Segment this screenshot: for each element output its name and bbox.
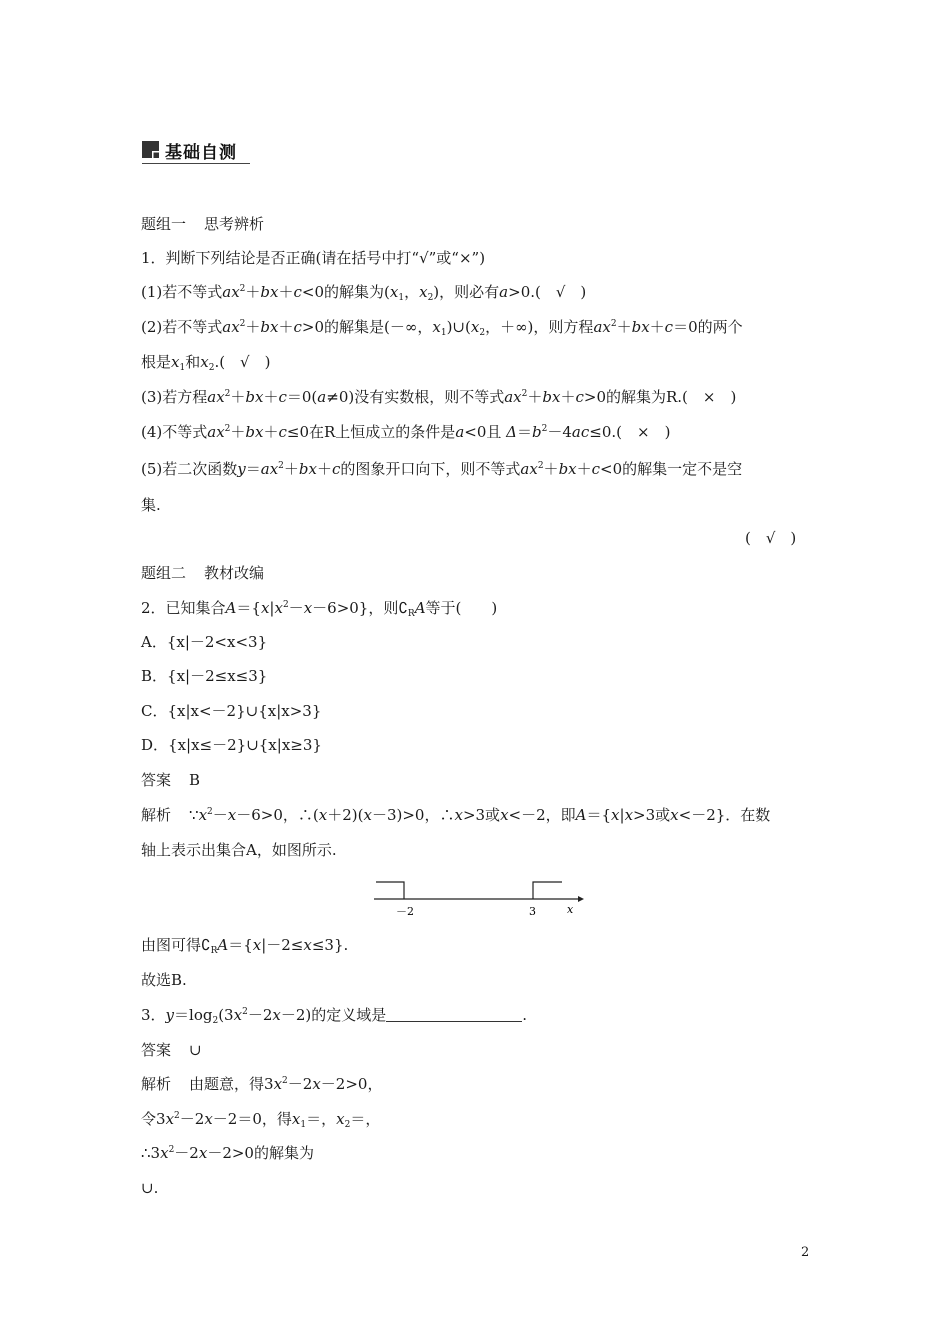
group2-heading: 题组二 教材改编 — [141, 564, 265, 582]
q3-stem: 3．$y=\log_2(3x^2-2x-2)$的定义域是 . — [141, 1006, 528, 1026]
q2-analysis-cont: 轴上表示出集合A，如图所示. — [141, 841, 337, 859]
q3-analysis-line2: 令$3x^2-2x-2=0$，得$x_1=$，$x_2=$， — [141, 1110, 381, 1130]
q1-item2-cont: 根是$x_1$和$x_2$.( √ ) — [141, 353, 271, 373]
q2-option-b: B．{x|－2≤x≤3} — [141, 667, 268, 685]
q3-analysis: 解析 由题意，得$3x^2-2x-2>0$， — [141, 1075, 383, 1093]
q3-answer: 答案 ∪ — [141, 1041, 202, 1059]
q1-item5: (5)若二次函数$y=ax^2+bx+c$的图象开口向下，则不等式$ax^2+bx+c<0$的解集一定不是空 — [141, 460, 743, 478]
group1-heading: 题组一 思考辨析 — [141, 215, 265, 233]
number-line-figure — [370, 872, 590, 922]
tick-label-neg2: －2 — [396, 905, 414, 918]
section-header — [142, 137, 250, 164]
q2-option-c: C．{x|x<－2}∪{x|x>3} — [141, 702, 322, 720]
q1-item5-answer: ( √ ) — [745, 529, 797, 547]
q1-stem: 1．判断下列结论是否正确(请在括号中打“√”或“×”) — [141, 249, 486, 267]
q2-answer: 答案 B — [141, 771, 201, 789]
q2-analysis: 解析 $\because x^2-x-6>0$，∴(x＋2)(x－3)>0，∴x>3或x<－2，即A＝{x|x>3或x<－2}．在数 — [141, 806, 771, 824]
q2-option-d: D．{x|x≤－2}∪{x|x≥3} — [141, 736, 322, 754]
axis-label-x: x — [567, 903, 574, 916]
page-number: 2 — [801, 1245, 810, 1260]
q2-option-a: A．{x|－2<x<3} — [141, 633, 268, 651]
q3-analysis-line4: ∪. — [141, 1179, 159, 1197]
answer-blank[interactable] — [386, 1007, 522, 1022]
q2-final: 故选B. — [141, 971, 187, 989]
q1-item3: (3)若方程$ax^2+bx+c=0(a\ne 0)$没有实数根，则不等式$ax^2+bx+c>0$的解集为R.( × ) — [141, 388, 737, 406]
q1-item4: (4)不等式$ax^2+bx+c\le 0$在R上恒成立的条件是a<0且 $\Delta=b^2-4ac\le 0$.( × ) — [141, 423, 671, 441]
tick-label-3: 3 — [529, 905, 536, 918]
q3-analysis-line3: $\therefore 3x^2-2x-2>0$的解集为 — [141, 1144, 314, 1162]
q2-conclusion: 由图可得$∁_RA=\{x|-2\le x\le 3\}$. — [141, 936, 349, 956]
q1-item2: (2)若不等式$ax^2+bx+c>0$的解集是(－∞，$x_1)\cup(x_2$，＋∞)，则方程$ax^2+bx+c=0$的两个 — [141, 318, 743, 338]
section-title: 基础自测 — [165, 143, 237, 163]
section-marker-icon — [142, 141, 159, 158]
q2-stem: 2．已知集合$A=\{x|x^2-x-6>0\}$，则$∁_RA$等于( ) — [141, 599, 498, 619]
q1-item1: (1)若不等式$ax^2+bx+c<0$的解集为($x_1$，$x_2$)，则必有a>0.( √ ) — [141, 283, 587, 303]
q1-item5-cont: 集. — [141, 496, 161, 514]
